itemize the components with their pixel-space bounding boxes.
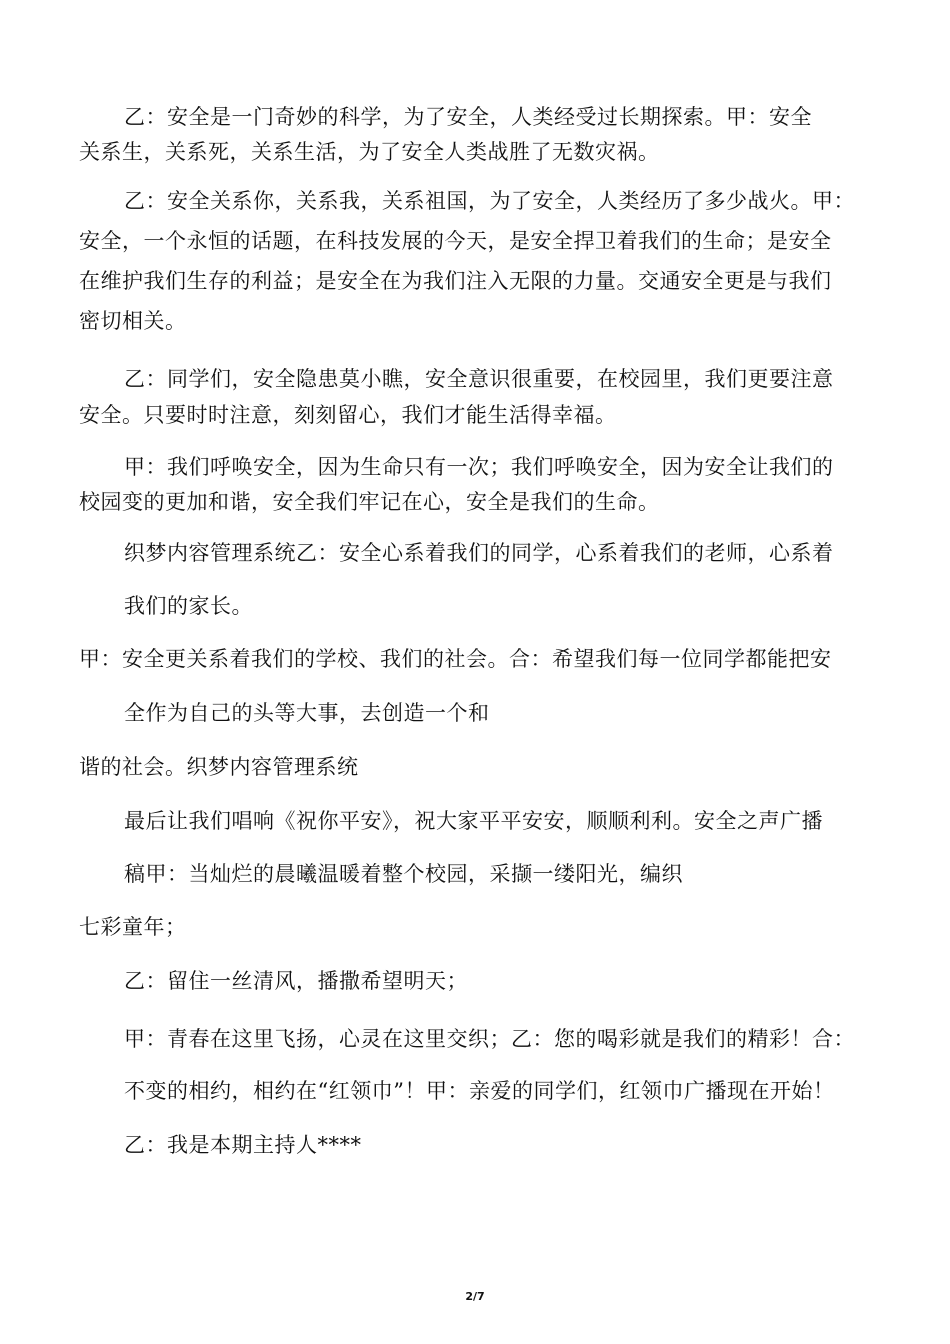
text-line: 我们的家长。 [124,594,253,618]
text-line: 校园变的更加和谐，安全我们牢记在心，安全是我们的生命。 [79,490,660,514]
text-line: 谐的社会。织梦内容管理系统 [79,755,359,779]
page-number: 2/7 [465,1290,485,1303]
text-line: 乙：我是本期主持人**** [124,1133,362,1157]
text-line: 不变的相约，相约在“红领巾”！甲：亲爱的同学们，红领巾广播现在开始！ [124,1079,835,1103]
text-line: 织梦内容管理系统乙：安全心系着我们的同学，心系着我们的老师，心系着 [124,541,834,565]
text-line: 乙：留住一丝清风，播撒希望明天； [124,969,468,993]
text-line: 甲：青春在这里飞扬，心灵在这里交织；乙：您的喝彩就是我们的精彩！合： [124,1027,855,1051]
text-line: 安全，一个永恒的话题，在科技发展的今天，是安全捍卫着我们的生命；是安全 [79,229,832,253]
text-line: 关系生，关系死，关系生活，为了安全人类战胜了无数灾祸。 [79,140,660,164]
text-line: 在维护我们生存的利益；是安全在为我们注入无限的力量。交通安全更是与我们 [79,269,832,293]
text-line: 乙：安全关系你，关系我，关系祖国，为了安全，人类经历了多少战火。甲： [124,189,855,213]
text-line: 全作为自己的头等大事，去创造一个和 [124,701,490,725]
text-line: 安全。只要时时注意，刻刻留心，我们才能生活得幸福。 [79,403,617,427]
text-line: 甲：安全更关系着我们的学校、我们的社会。合：希望我们每一位同学都能把安 [79,647,832,671]
text-line: 乙：安全是一门奇妙的科学，为了安全，人类经受过长期探索。甲：安全 [124,105,812,129]
text-line: 最后让我们唱响《祝你平安》，祝大家平平安安，顺顺利利。安全之声广播 [124,809,823,833]
text-line: 乙：同学们，安全隐患莫小瞧，安全意识很重要，在校园里，我们更要注意 [124,367,834,391]
text-line: 稿甲：当灿烂的晨曦温暖着整个校园，采撷一缕阳光，编织 [124,862,683,886]
text-line: 密切相关。 [79,309,187,333]
text-line: 七彩童年； [79,915,187,939]
text-line: 甲：我们呼唤安全，因为生命只有一次；我们呼唤安全，因为安全让我们的 [124,455,834,479]
